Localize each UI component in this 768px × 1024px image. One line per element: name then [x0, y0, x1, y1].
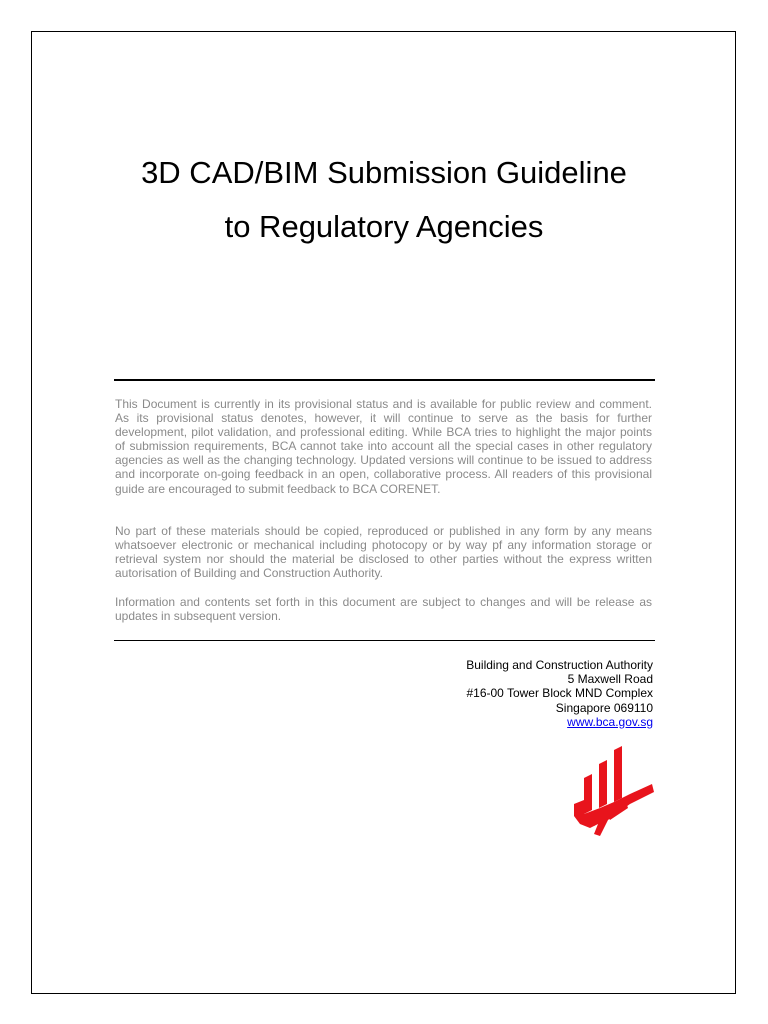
building-address: #16-00 Tower Block MND Complex	[466, 686, 653, 701]
website-link[interactable]: www.bca.gov.sg	[567, 714, 653, 729]
divider-top	[114, 379, 655, 381]
document-title-line-1: 3D CAD/BIM Submission Guideline	[141, 155, 627, 190]
copyright-paragraph: No part of these materials should be copied, reproduced or published in any form by any means whatsoever electronic or mechanical including photocopy or by way pf any information storage or retrieval system nor should the material be disclosed to other parties without the express written autorisation of Building and Construction Authority.	[115, 524, 652, 581]
bca-logo-icon	[570, 744, 656, 836]
city-postal: Singapore 069110	[555, 700, 653, 715]
organization-name: Building and Construction Authority	[466, 658, 653, 672]
document-title-line-2: to Regulatory Agencies	[224, 209, 544, 244]
provisional-status-paragraph: This Document is currently in its provisional status and is available for public review and comment. As its provisional status denotes, however, it will continue to serve as the basis for further development, pilot validation, and professional editing. While BCA tries to highlight the major points of submission requirements, BCA cannot take into account all the special cases in other regulatory agencies as well as the changing technology. Updated versions will continue to be issued to address and incorporate on-going feedback in an open, collaborative process. All readers of this provisional guide are encouraged to submit feedback to BCA CORENET.	[115, 397, 652, 496]
address-block	[466, 658, 653, 729]
divider-bottom	[114, 640, 655, 641]
street-address: 5 Maxwell Road	[567, 672, 653, 687]
updates-notice-paragraph: Information and contents set forth in this document are subject to changes and will be release as updates in subsequent version.	[115, 595, 652, 624]
